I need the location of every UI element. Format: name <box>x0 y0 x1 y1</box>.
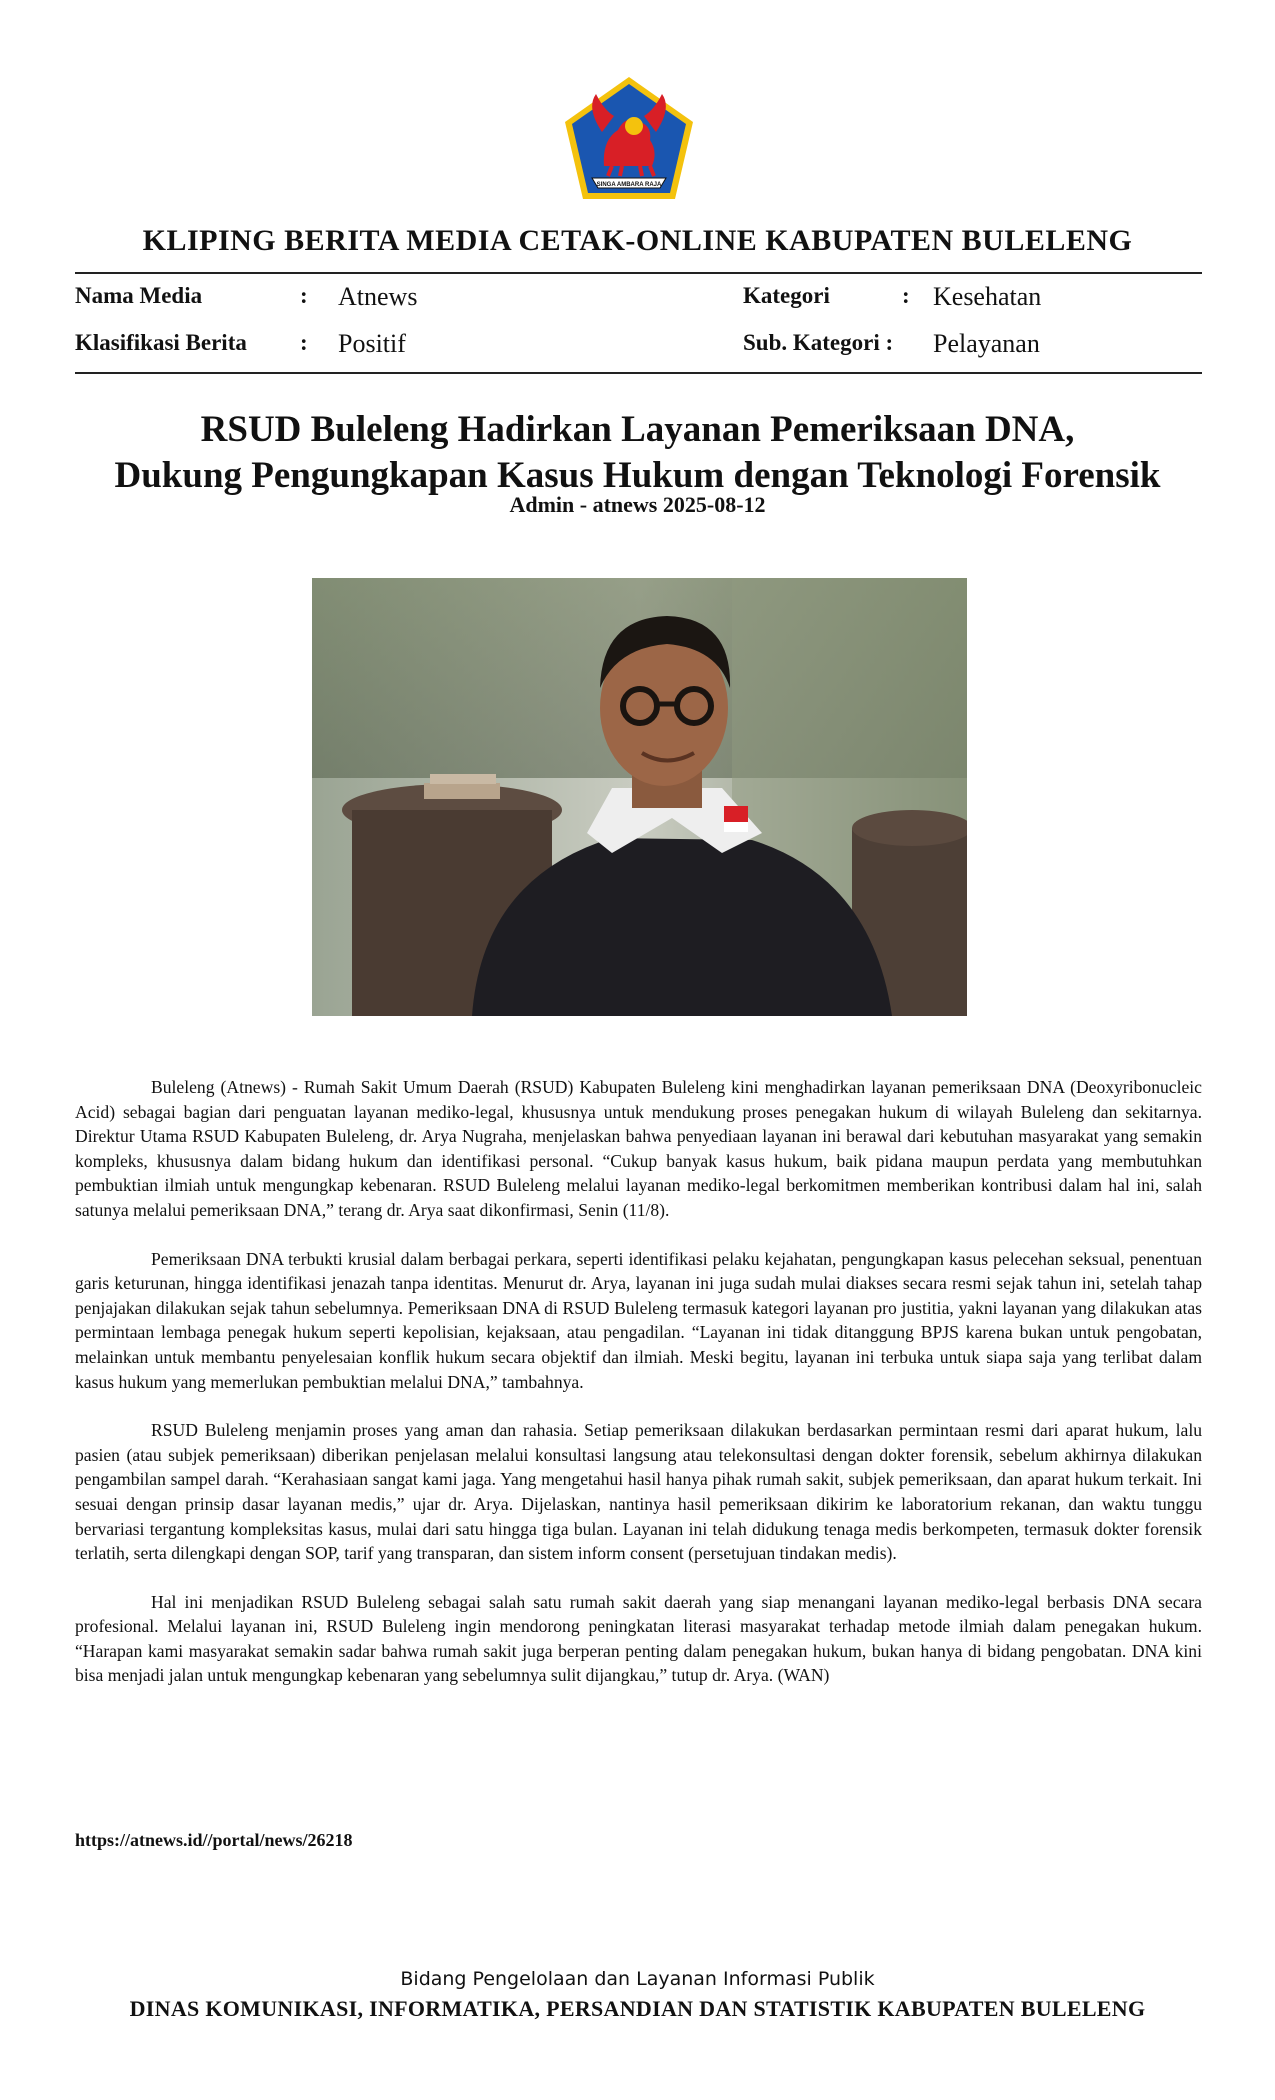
article-byline: Admin - atnews 2025-08-12 <box>509 492 766 517</box>
article-body <box>75 1075 1202 1712</box>
category-value: Kesehatan <box>933 282 1042 311</box>
article-photo <box>312 578 967 1016</box>
article-paragraph: Hal ini menjadikan RSUD Buleleng sebagai salah satu rumah sakit daerah yang siap menangani layanan mediko-legal berbasis DNA secara profesional. Melalui layanan ini, RSUD Buleleng ingin mendorong peningkatan literasi masyarakat terhadap metode ilmiah dalam penegakan hukum. “Harapan kami masyarakat semakin sadar bahwa rumah sakit juga berperan penting dalam penegakan hukum, bukan hanya di bidang pengobatan. DNA kini bisa menjadi jalan untuk mengungkap kebenaran yang sebelumnya sulit dijangkau,” tutup dr. Arya. (WAN) <box>75 1591 1202 1686</box>
classification-colon: : <box>300 330 308 355</box>
header-rule-bottom <box>75 372 1202 374</box>
media-label: Nama Media <box>75 283 203 308</box>
classification-value: Positif <box>338 329 406 358</box>
category-label: Kategori <box>743 283 830 308</box>
article-headline-line1: RSUD Buleleng Hadirkan Layanan Pemeriksaan DNA, <box>200 409 1075 450</box>
media-colon: : <box>300 283 308 308</box>
article-paragraph: Pemeriksaan DNA terbukti krusial dalam berbagai perkara, seperti identifikasi pelaku kejahatan, pengungkapan kasus pelecehan seksual, penentuan garis keturunan, hingga identifikasi jenazah tanpa identitas. Menurut dr. Arya, layanan ini juga sudah mulai diakses secara resmi sejak tahun ini, setelah tahap penjajakan dilakukan sejak tahun sebelumnya. Pemeriksaan DNA di RSUD Buleleng termasuk kategori layanan pro justitia, yakni layanan yang dilakukan atas permintaan lembaga penegak hukum seperti kepolisian, kejaksaan, atau pengadilan. “Layanan ini tidak ditanggung BPJS karena bukan untuk pengobatan, melainkan untuk membantu penyelesaian konflik hukum secara objektif dan ilmiah. Meski begitu, layanan ini terbuka untuk siapa saja yang terlibat dalam kasus hukum yang memerlukan pembuktian melalui DNA,” tambahnya. <box>75 1248 1202 1392</box>
subcategory-label: Sub. Kategori : <box>743 330 894 355</box>
article-headline-line2: Dukung Pengungkapan Kasus Hukum dengan Teknologi Forensik <box>114 455 1161 496</box>
source-link[interactable]: https://atnews.id//portal/news/26218 <box>75 1830 353 1850</box>
media-value: Atnews <box>338 282 418 311</box>
subcategory-value: Pelayanan <box>933 329 1040 358</box>
article-paragraph: Buleleng (Atnews) - Rumah Sakit Umum Daerah (RSUD) Kabupaten Buleleng kini menghadirkan layanan pemeriksaan DNA (Deoxyribonucleic Acid) sebagai bagian dari penguatan layanan mediko-legal, khususnya untuk mendukung proses penegakan hukum di wilayah Buleleng dan sekitarnya. Direktur Utama RSUD Kabupaten Buleleng, dr. Arya Nugraha, menjelaskan bahwa penyediaan layanan ini berawal dari kebutuhan masyarakat yang semakin kompleks, khususnya dalam bidang hukum dan identifikasi personal. “Cukup banyak kasus hukum, baik pidana maupun perdata yang membutuhkan pembuktian ilmiah untuk mengungkap kebenaran. RSUD Buleleng melalui layanan mediko-legal berkomitmen memberikan kontribusi dalam hal ini, salah satunya melalui pemeriksaan DNA,” terang dr. Arya saat dikonfirmasi, Senin (11/8). <box>75 1077 1202 1220</box>
classification-label: Klasifikasi Berita <box>75 330 247 355</box>
portrait-photo-icon <box>312 578 967 1016</box>
footer-department: Bidang Pengelolaan dan Layanan Informasi Publik <box>400 1968 875 1990</box>
category-colon: : <box>902 283 910 308</box>
clipping-title: KLIPING BERITA MEDIA CETAK-ONLINE KABUPATEN BULELENG <box>142 224 1133 257</box>
regency-emblem <box>562 74 696 202</box>
header-rule-top <box>75 272 1202 274</box>
emblem-motto: SINGA AMBARA RAJA <box>596 182 662 188</box>
footer-agency: DINAS KOMUNIKASI, INFORMATIKA, PERSANDIAN DAN STATISTIK KABUPATEN BULELENG <box>129 1996 1146 2021</box>
singa-ambara-raja-emblem-icon <box>562 74 696 202</box>
article-paragraph: RSUD Buleleng menjamin proses yang aman dan rahasia. Setiap pemeriksaan dilakukan berdasarkan permintaan resmi dari aparat hukum, lalu pasien (atau subjek pemeriksaan) diberikan penjelasan melalui konsultasi langsung atau telekonsultasi dengan dokter forensik, sebelum akhirnya dilakukan pengambilan sampel darah. “Kerahasiaan sangat kami jaga. Yang mengetahui hasil hanya pihak rumah sakit, subjek pemeriksaan, dan aparat hukum terkait. Ini sesuai dengan prinsip dasar layanan medis,” ujar dr. Arya. Dijelaskan, nantinya hasil pemeriksaan dikirim ke laboratorium rekanan, dan waktu tunggu bervariasi tergantung kompleksitas kasus, mulai dari satu hingga tiga bulan. Layanan ini telah didukung tenaga medis berkompeten, termasuk dokter forensik terlatih, serta dilengkapi dengan SOP, tarif yang transparan, dan sistem inform consent (persetujuan tindakan medis). <box>75 1420 1202 1564</box>
